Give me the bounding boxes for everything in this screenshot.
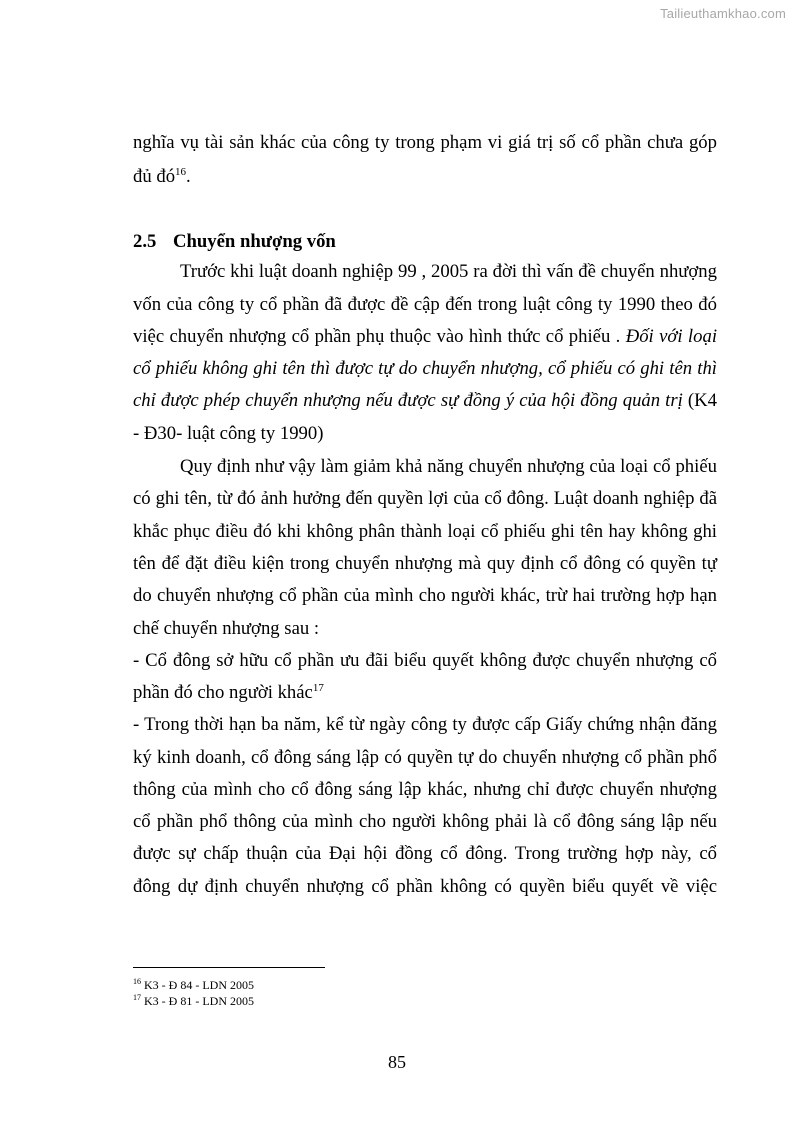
para2-line1: Quy định như vậy làm giảm khả năng chuyển nhượng của loại cổ phiếu	[180, 456, 717, 477]
para0-line1: nghĩa vụ tài sản khác của công ty trong phạm vi giá trị số cổ phần chưa góp	[133, 132, 717, 153]
footnote-17	[133, 994, 254, 1008]
bullet1-line1: - Cổ đông sở hữu cổ phần ưu đãi biểu quyết không được chuyển nhượng cổ	[133, 650, 717, 671]
para2-line4: tên để đặt điều kiện trong chuyển nhượng mà quy định cổ đông có quyền tự	[133, 553, 717, 574]
bullet1-line2	[133, 681, 717, 705]
para1-line6: - Đ30- luật công ty 1990)	[133, 423, 324, 444]
para2-line5: do chuyển nhượng cổ phần của mình cho người khác, trừ hai trường hợp hạn	[133, 585, 717, 606]
para1-line5-italic: chỉ được phép chuyển nhượng nếu được sự đồng ý của hội đồng quản trị	[133, 390, 683, 411]
bullet2-line5: được sự chấp thuận của Đại hội đồng cổ đông. Trong trường hợp này, cổ	[133, 843, 717, 864]
footnote-text: K3 - Đ 84 - LDN 2005	[141, 978, 254, 992]
footnote-mark: 17	[133, 993, 141, 1002]
section-title: Chuyển nhượng vốn	[173, 231, 336, 252]
para2-line2: có ghi tên, từ đó ảnh hưởng đến quyền lợi của cổ đông. Luật doanh nghiệp đã	[133, 488, 717, 509]
page-number: 85	[388, 1052, 406, 1072]
bullet2-line2: ký kinh doanh, cổ đông sáng lập có quyền tự do chuyển nhượng cổ phần phổ	[133, 747, 717, 768]
section-heading	[133, 230, 717, 254]
bullet1-line2-text: phần đó cho người khác	[133, 682, 313, 703]
bullet2-line4: cổ phần phổ thông của mình cho người không phải là cổ đông sáng lập nếu	[133, 811, 717, 832]
para1-line3-normal: việc chuyển nhượng cổ phần phụ thuộc vào hình thức cổ phiếu .	[133, 326, 626, 347]
footnote-mark: 16	[133, 977, 141, 986]
watermark: Tailieuthamkhao.com	[660, 6, 786, 21]
bullet2-line6: đông dự định chuyển nhượng cổ phần không có quyền biểu quyết về việc	[133, 876, 717, 897]
para0-line2-end: .	[186, 166, 191, 187]
footnote-16	[133, 978, 254, 992]
section-number: 2.5	[133, 231, 157, 252]
footnote-ref-17[interactable]: 17	[312, 681, 324, 694]
footnote-ref-16[interactable]: 16	[175, 165, 187, 178]
para1-line4: cổ phiếu không ghi tên thì được tự do chuyển nhượng, cổ phiếu có ghi tên thì	[133, 358, 717, 379]
para0-line2	[133, 165, 717, 189]
para1-line5-normal: (K4	[682, 390, 717, 411]
para1-line3	[133, 325, 717, 349]
para2-line6: chế chuyển nhượng sau :	[133, 618, 320, 639]
para1-line2: vốn của công ty cổ phần đã được đề cập đến trong luật công ty 1990 theo đó	[133, 294, 717, 315]
para1-line1: Trước khi luật doanh nghiệp 99 , 2005 ra đời thì vấn đề chuyển nhượng	[180, 261, 717, 282]
para0-line2-text: đủ đó	[133, 166, 176, 187]
footnote-text: K3 - Đ 81 - LDN 2005	[141, 994, 254, 1008]
bullet2-line1: - Trong thời hạn ba năm, kể từ ngày công ty được cấp Giấy chứng nhận đăng	[133, 714, 717, 735]
bullet2-line3: thông của mình cho cổ đông sáng lập khác, nhưng chỉ được chuyển nhượng	[133, 779, 717, 800]
para1-line5	[133, 389, 717, 413]
para2-line3: khắc phục điều đó khi không phân thành loại cổ phiếu ghi tên hay không ghi	[133, 521, 717, 542]
para1-line3-italic: Đối với loại	[625, 326, 718, 347]
footnote-separator	[133, 967, 325, 968]
